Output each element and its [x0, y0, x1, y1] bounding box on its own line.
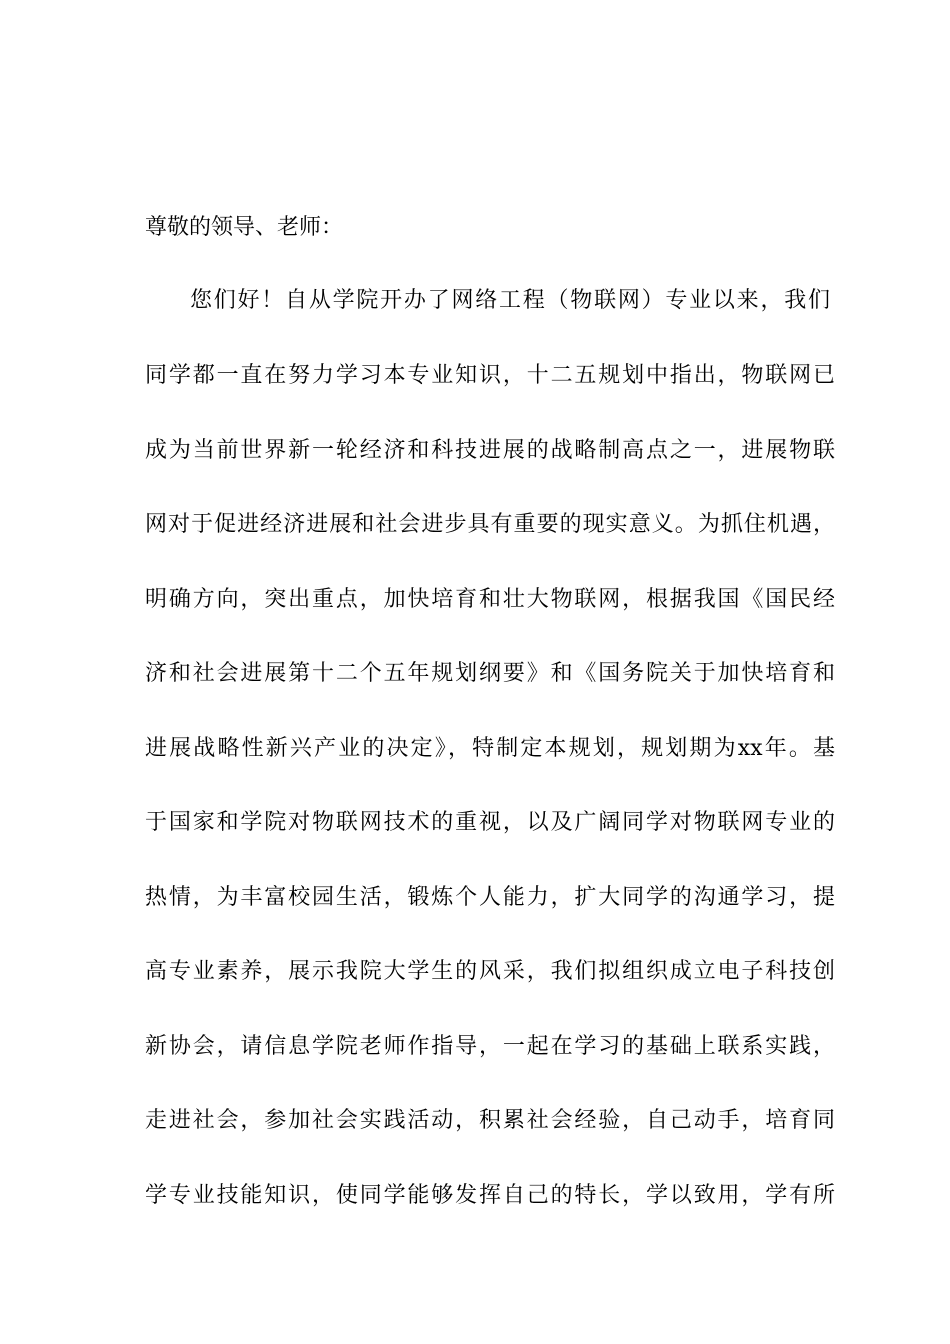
paragraph-line: 明确方向，突出重点，加快培育和壮大物联网，根据我国《国民经 — [145, 587, 835, 612]
paragraph-line: 于国家和学院对物联网技术的重视，以及广阔同学对物联网专业的 — [145, 810, 835, 835]
paragraph-line: 进展战略性新兴产业的决定》，特制定本规划，规划期为xx年。基 — [145, 736, 835, 761]
paragraph-line: 走进社会，参加社会实践活动，积累社会经验，自己动手，培育同 — [145, 1108, 835, 1133]
paragraph-line: 网对于促进经济进展和社会进步具有重要的现实意义。为抓住机遇， — [145, 512, 835, 537]
salutation: 尊敬的领导、老师： — [145, 215, 344, 240]
paragraph-line: 热情，为丰富校园生活，锻炼个人能力，扩大同学的沟通学习，提 — [145, 885, 835, 910]
paragraph-line: 您们好！自从学院开办了网络工程（物联网）专业以来，我们 — [190, 288, 830, 313]
paragraph-line: 新协会，请信息学院老师作指导，一起在学习的基础上联系实践， — [145, 1034, 835, 1059]
paragraph-line: 高专业素养，展示我院大学生的风采，我们拟组织成立电子科技创 — [145, 959, 835, 984]
paragraph-line: 同学都一直在努力学习本专业知识，十二五规划中指出，物联网已 — [145, 363, 835, 388]
paragraph-line: 学专业技能知识，使同学能够发挥自己的特长，学以致用，学有所 — [145, 1183, 835, 1208]
paragraph-line: 济和社会进展第十二个五年规划纲要》和《国务院关于加快培育和 — [145, 661, 835, 686]
paragraph-line: 成为当前世界新一轮经济和科技进展的战略制高点之一，进展物联 — [145, 438, 835, 463]
